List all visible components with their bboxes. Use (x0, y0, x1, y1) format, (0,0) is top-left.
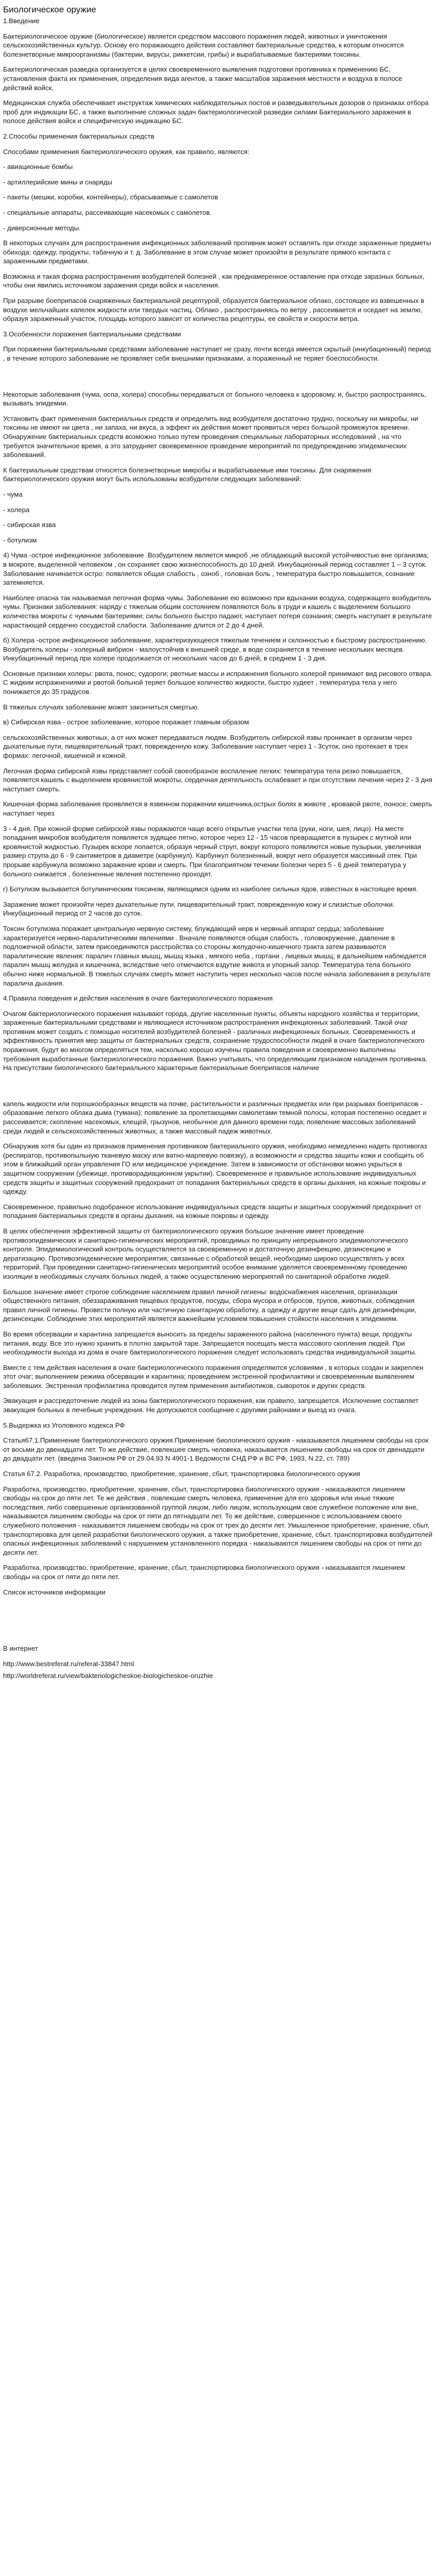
source-link[interactable]: http://worldreferat.ru/view/bakteriologicheskoe-biologicheskoe-oruzhie (3, 1672, 213, 1680)
paragraph: В некоторых случаях для распространения инфекционных заболеваний противник может оставлять при отходе зараженные предметы обихода: одежду, продукты, табачную и т. д. Заболевание в этом случае может произойти в результате прямого контакта с зараженными предметами. (3, 239, 431, 265)
paragraph: Медицинская служба обеспечивает инструктаж химических наблюдательных постов и разведывательных дозоров о признаках отбора проб для индикации БС, а также выполнение сложных задач бактериологической разведки силами Бактериального заражения в полосе действия войск и специфическую индикацию БС. (3, 99, 429, 125)
paragraph: В тяжелых случаях заболевание может закончиться смертью. (3, 703, 199, 711)
blank-space (3, 369, 433, 390)
paragraph: Статья67.1.Применение бактериологического оружия.Применение биологического оружия - наказывается лишением свободы на срок от восьми до двенадцати лет. То же действие, повлекшее смерть человека, наказывается лишением свободы на срок от двенадцати до двадцати лет. (введена Законом РФ от 29.04.93 N 4901-1 Ведомости СНД РФ и ВС РФ, 1993, N 22, ст. 789) (3, 1436, 429, 1463)
list-item: - ботулизм (3, 536, 37, 544)
paragraph: Очагом бактериологического поражения называют города, другие населенные пункты, объекты народного хозяйства и территории, зараженные бактериальными средствами и являющиеся источником распространения инфекционных заболеваний. Такой очаг противник может создать с помощью носителей возбудителей болезней - различных инфекционных больных. Своевременность и эффективность принятия мер защиты от бактериальных средств, сохранение трудоспособности людей в очаге бактериологического поражения, будут во многом определяться тем, насколько хорошо изучены правила поведения и своевременно выполнены требования выработанные бактериологического поражения. Важно учитывать, что определяющим признаком нападения противника. На присутствии биологического бактериального характерные бактериальные боеприпасов наличие (3, 1009, 428, 1072)
paragraph: Некоторые заболевания (чума, оспа, холера) способны передаваться от больного человека к здоровому, и, быстро распространяясь, вызывать эпидемии. (3, 390, 427, 408)
paragraph: В интернет (3, 1645, 38, 1653)
blank-space (3, 1623, 433, 1644)
paragraph: Возможна и такая форма распространения возбудителей болезней , как преднамеренное оставление при отходе заразных больных, чтобы они явились источником заражения среди войск и населения. (3, 272, 425, 290)
paragraph: Основные признаки холеры: рвота, понос; судороги; рвотные массы и испражнения больного холерой принимают вид рисового отвара. С жидким испражнениями и рвотой больной теряет большое количество жидкости, быстро худеет , температура тела у него понижается до 35 градусов. (3, 669, 432, 696)
paragraph: капель жидкости или порошкообразных веществ на почве, растительности и различных предметах или при разрывах боеприпасов - образование легкого облака дыма (тумана); появление за пролетающими самолетами темной полосы, которая постепенно оседает и рассеивается; скопление насекомых, клещей, грызунов, необычное для данного времени года; появление массовых заболеваний среди людей и сельскохозяйственных животных, а также массовый падеж животных. (3, 1099, 427, 1135)
section-heading: 1.Введение (3, 17, 40, 25)
paragraph: Большое значение имеет строгое соблюдение населением правил личной гигиены: водоснабжения населения, организации общественного питания, обеззараживания пищевых продуктов, посуды, сбора мусора и отбросов, трупов, животных, соблюдения правил личной гигиены. Провести полную или частичную санитарную обработку, а одежду и другие вещи сдать для дезинфекции, дезинсекции. Соблюдение этих мероприятий является важнейшим условием повышения стойкости населения к эпидемиям. (3, 1287, 416, 1323)
list-item: - артиллерийские мины и снаряды (3, 178, 112, 186)
list-item: - авиационные бомбы (3, 163, 73, 171)
paragraph: Токсин ботулизма поражает центральную нервную систему, блуждающий нерв и нервный аппарат сердца; заболевание характеризуется нервно-паралитическими явлениями . Вначале появляются общая слабость , головокружение, давление в подложечной области, затем присоединяются расстройства со стороны желудочно-кишечного тракта затем развиваются паралитические явления: паралич главных мышц, мышц языка , мягкого неба , гортани , лицевых мышц; в дальнейшем наблюдается паралич мышц желудка и кишечника, вследствие чего отмечаются вздутие живота и упорный запор. Температура тела больного обычно ниже нормальной. В тяжелых случаях смерть может наступить через несколько часов после начала заболевания в результате паралича дыхания. (3, 924, 431, 987)
paragraph: Бактериологическое оружие (биологическое) является средством массового поражения людей, животных и уничтожения сельскохозяйственных культур. Основу его поражающего действия составляют бактериальные средства, к которым относятся болезнетворные микроорганизмы (бактерии, вирусы, риккетсии, грибы) и вырабатываемые бактериями токсины. (3, 32, 404, 58)
paragraph: Статья 67.2. Разработка, производство, приобретение, хранение, сбыт, транспортировка биологического оружия (3, 1470, 360, 1478)
paragraph: Легочная форма сибирской язвы представляет собой своеобразное воспаление легких: температура тела резко повышается, появляется кашель с выделением кровянистой мокроты, сердечная деятельность ослабевает и при отсутствии лечения через 2 - 3 дня наступает смерть. (3, 767, 432, 793)
paragraph: Кишечная форма заболевания проявляется в язвенном поражении кишечника,острых болях в животе , кровавой рвоте, поносе; смерть наступает через (3, 800, 432, 817)
list-item: - специальные аппараты, рассеивающие насекомых с самолетов. (3, 208, 212, 216)
page-title: Биологическое оружие (3, 5, 96, 14)
paragraph: Установить факт применения бактериальных средств и определить вид возбудителя достаточно трудно, поскольку ни микробы, ни токсины не имеют ни цвета , ни запаха, ни вкуса, а эффект их действия может проявиться через большой промежуток времени. Обнаружение бактериальных средств возможно только путем проведения специальных лабораторных исследований , на что требуется значительное время, а это затрудняет своевременное проведение мероприятий по предупреждению эпидемических заболеваний. (3, 414, 418, 459)
paragraph: К бактериальным средствам относятся болезнетворные микробы и вырабатываемые ими токсины. Для снаряжения бактериологического оружия могут быть использованы возбудители следующих заболеваний: (3, 466, 372, 483)
paragraph: Бактериологическая разведка организуется в целях своевременного выявления подготовки противника к применению БС, установления факта их применения, определения вида агентов, а также масштабов заражения местности и воздуха в полосе действий войск. (3, 65, 403, 92)
paragraph: 4) Чума -острое инфекционное заболевание .Возбудителем является микроб ,не обладающий высокой устойчивостью вне организма; в мокроте, выделенной человеком , он сохраняет свою жизнеспособность до 10 дней. Инкубационный период составляет 1 – 3 суток. Заболевание начинается остро: появляется общая слабость , озноб , головная боль , температура быстро повышается, сознание затемняется. (3, 551, 429, 587)
paragraph: Способами применения бактериологического оружия, как правило, являются: (3, 147, 250, 156)
source-link[interactable]: http://www.bestreferat.ru/referat-33847.html (3, 1659, 134, 1668)
paragraph: Список источников информации (3, 1588, 106, 1596)
paragraph: б) Холера -острое инфекционное заболевание, характеризующееся тяжелым течением и склонностью к быстрому распространению. Возбудитель холеры - холерный вибрион - малоустойчив к внешней среде, в воде сохраняется в течение нескольких месяцев. Инкубационный период при холере продолжается от нескольких часов до 6 дней, в среднем 1 - 3 дня. (3, 636, 427, 663)
paragraph: При поражении бактериальными средствами заболевание наступает не сразу, почти всегда имеется скрытый (инкубационный) период , в течение которого заболевание не проявляет себя внешними признаками, а пораженный не теряет боеспособности. (3, 345, 431, 363)
paragraph: Наиболее опасна так называемая легочная форма чумы. Заболевание ею возможно при вдыхании воздуха, содержащего возбудитель чумы. Признаки заболевания: наряду с тяжелым общим состоянием появляются боль в груди и кашель с выделением большого количества мокроты с чумными бактериями; силы больного быстро падают, наступает потеря сознания; смерть наступает в результате нарастающей сердечно сосудистой слабости. Заболевание длится от 2 до 4 дней. (3, 594, 432, 629)
source-links (3, 1659, 433, 1681)
section-heading: 5.Выдержка из Уголовного кодекса РФ (3, 1421, 125, 1429)
paragraph: Во время обсервации и карантина запрещается выносить за пределы зараженного района (населенного пункта) вещи, продукты питания, воду. Все это нужно хранить в плотно закрытой таре. Запрещается посещать места массового скопления людей. При необходимости выхода из дома в очаге бактериологического поражения следует использовать средства индивидуальной защиты. (3, 1330, 417, 1357)
list-item: - диверсионные методы. (3, 224, 81, 232)
paragraph: в) Сибирская язва - острое заболевание, которое поражает главным образом (3, 718, 249, 726)
paragraph: Разработка, производство, приобретение, хранение, сбыт, транспортировка биологического оружия - наказываются лишением свободы на срок от пяти до пяти лет. (3, 1564, 405, 1581)
paragraph: Обнаружив хотя бы один из признаков применения противником бактериального оружия, необходимо немедленно надеть противогаз (респиратор, противопыльную тканевую маску или ватно-марлевую повязку), а возможности и средства защиты кожи и сообщить об этом в ближайший орган управления ГО или медицинское учреждение. Затем в зависимости от обстановки можно укрыться в защитном сооружении (убежище, противорадиационном укрытии). Своевременное и правильное использование индивидуальных средств защиты и защитных сооружений предохранит от попадания бактериальных средств в органы дыхания, на кожные покровы и одежду. (3, 1142, 427, 1196)
paragraph: г) Ботулизм вызывается ботулиническим токсином, являющимся одним из наиболее сильных ядов, известных в настоящее время. (3, 885, 418, 893)
section-heading: 3.Особенности поражения бактериальными средствами (3, 330, 181, 338)
list-item: - чума (3, 490, 23, 498)
section-heading: 2.Способы применения бактериальных средств (3, 132, 154, 140)
paragraph: Разработка, производство, приобретение, хранение, сбыт, транспортировка биологического оружия - наказываются лишением свободы на срок до пяти лет. Те же действия , повлекшие смерть человека, применение для его здоровья или иные тяжкие последствия, либо совершенные организованной группой лицом, либо лицом, использующим свое служебное положение или вне, наказываются лишением свободы на срок от пяти до пятнадцати лет. То же действие, совершенное с использованием своего служебного положения - наказывается лишением свободы на срок от трех до десяти лет. Умышленное приобретение, хранение, сбыт, транспортировка для целей разработки биологического оружия, а также приобретение, хранение, сбыт, транспортировка возбудителей опасных инфекционных заболеваний с нарушением установленного порядка - наказываются лишением свободы на срок от пяти до десяти лет. (3, 1485, 433, 1556)
blank-space (3, 1079, 433, 1099)
paragraph: Своевременное, правильно подобранное использование индивидуальных средств защиты и защитных сооружений предохранит от попадания бактериальных средств в органы дыхания, на кожные покровы и одежду. (3, 1202, 422, 1220)
paragraph: При разрыве боеприпасов снаряженных бактериальной рецептурой, образуется бактериальное облако, состоящее из взвешенных в воздухе мельчайших капелек жидкости или твердых частиц. Облако , распространяясь по ветру , рассеивается и оседает на землю, образуя зараженный участок, площадь которого зависит от количества рецептуры, ее свойств и скорости ветра. (3, 297, 425, 323)
paragraph: 3 - 4 дня. При кожной форме сибирской язвы поражаются чаще всего открытые участки тела (руки, ноги, шея, лицо). На месте попадания микробов возбудителя появляется зудящее пятно, которое через 12 - 15 часов превращается в пузырек с мутной или кровянистой жидкостью. Пузырек вскоре лопается, образуя черный струп, вокруг которого появляются новые пузырьки, увеличивая размер струпа до 6 - 9 сантиметров в диаметре (карбункул). Карбункул болезненный, вокруг него образуется массивный отек. При прорыве карбункула возможно заражение крови и смерть. При благоприятном течении болезни через 5 - 6 дней температура у больного снижается , болезненные явления постепенно проходят. (3, 824, 422, 878)
paragraph: Эвакуация и рассредоточение людей из зоны бактериологического поражения, как правило, запрещается. Исключение составляет эвакуация больных в лечебные учреждения. Не допускаются сообщение с другими районами и выезд из очага. (3, 1397, 419, 1414)
paragraph: Заражение может произойти через дыхательные пути, пищеварительный тракт, поврежденную кожу и слизистые оболочки. Инкубационный период от 2 часов до суток. (3, 900, 395, 918)
paragraph: В целях обеспечения эффективной защиты от бактериологического оружия большое значение имеет проведение противоэпидемических и санитарно-гигиенических мероприятий, проводимых по принципу непрерывного эпидемиологического контроля. Эпидемиологический контроль осуществляется за своевременную и достаточную дезинфекцию, дезинсекцию и дератизацию. Противоэпидемические мероприятия, связанные с обработкой вещей, необходимо широко осуществлять у всех территорий. При проведении санитарно-гигиенических мероприятий особое внимание уделяется своевременному проведению изоляции в необходимых случаях больных людей, а также осуществлению мероприятий по санитарной обработке людей. (3, 1227, 408, 1280)
list-item: - сибирская язва (3, 521, 56, 529)
paragraph: Вместе с тем действия населения в очаге бактериологического поражения определяются условиями , в которых создан и закреплен этот очаг; выполнением режима обсервации и карантина; проведением экстренной профилактики и своевременным выявлением заболевших. Экстренная профилактика проводится путем применения антибиотиков, сывороток и других средств. (3, 1363, 424, 1389)
paragraph: сельскохозяйственных животных, а от них может передаваться людям. Возбудитель сибирской язвы проникает в организм через дыхательные пути, пищеварительный тракт, поврежденную кожу. Заболевание наступает через 1 - 3суток, оно протекает в трех формах: легочной, кишечной и кожной. (3, 733, 412, 760)
list-item: - пакеты (мешки, коробки, контейнеры), сбрасываемые с самолетов (3, 193, 218, 201)
blank-space (3, 1603, 433, 1623)
paragraph: 4.Правила поведения и действия населения в очаге бактериологического поражения (3, 994, 273, 1003)
document-body (3, 16, 433, 1653)
list-item: - холера (3, 505, 30, 514)
